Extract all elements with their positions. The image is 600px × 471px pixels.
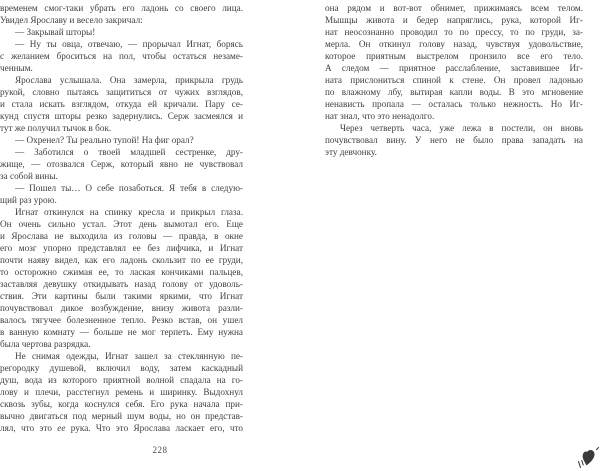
text-line: Увидел Ярославу и весело закричал: — [0, 15, 143, 25]
text-line: ствия. Эти картины были такими яркими, что Игнат — [0, 291, 243, 301]
text-line: и стала искать взглядом, откуда ей кричали. Пару се- — [0, 99, 243, 109]
text-line: валось тягучее болезненное тепло. Резко встав, он ушел — [0, 315, 243, 325]
text-line: жище, — отозвался Серж, который явно не чувствовал — [0, 159, 243, 169]
text-line: и Ярослава не выходила из головы — правда, в окне — [0, 231, 243, 241]
text-line: ненависть пропала — осталась только нежность. Но Иг- — [325, 99, 583, 109]
text-line: — Закрывай шторы! — [15, 27, 96, 37]
text-line: была чертова разрядка. — [0, 339, 91, 349]
text-line: ченным. — [0, 63, 33, 73]
text-line: Он очень сильно устал. Этот день вымотал его. Еще — [0, 219, 243, 229]
text-line: почувствовал вину. У него не было права западать на — [325, 135, 583, 145]
text-line: временем смог-таки убрать его ладонь со своего лица. — [0, 3, 243, 13]
text-line: по влажному лбу, вытирая капли воды. В это мгновение — [325, 87, 583, 97]
text-line: рукой, словно пытаясь защититься от чужих взглядов, — [0, 87, 243, 97]
text-line: регородку душевой, включил воду, затем каскадный — [0, 363, 243, 373]
text-line: Мышцы живота и бедер напряглись, рука, которой Иг- — [325, 15, 583, 25]
text-line: нат неосознанно проводил то по прессу, то по груди, за- — [325, 27, 583, 37]
text-line: заставляя девушку откидывать назад голову от удоволь- — [0, 279, 243, 289]
right-page-text-column — [325, 2, 583, 158]
text-line: душ, вода из которого приятной волной спадала на го- — [0, 375, 243, 385]
text-line: почти наяву видел, как его ладонь скользит по ее груди, — [0, 255, 243, 265]
text-line: в ванную комнату — больше не мог терпеть. Ему нужна — [0, 327, 243, 337]
text-line: почувствовал дикое возбуждение, внизу живота разли- — [0, 303, 243, 313]
text-line: Ярослава услышала. Она замерла, прикрыла грудь — [15, 75, 243, 85]
text-line: которое приятным выстрелом пронзило все его тело. — [325, 51, 583, 61]
text-line: — Пошел ты… О себе позаботься. Я тебя в следую- — [15, 183, 243, 193]
text-line: — Заботился о твоей младшей сестренке, дру- — [15, 147, 243, 157]
left-page-text-column — [0, 2, 243, 434]
text-line: — Ну ты овца, отвечаю, — прорычал Игнат, борясь — [15, 39, 243, 49]
heart-ornament-icon — [574, 446, 600, 471]
text-line: мерла. Он откинул голову назад, чувствуя удовольствие, — [325, 39, 583, 49]
page-number: 228 — [152, 445, 168, 455]
text-line: вычно двигаться под мерный шум воды, но он представ- — [0, 411, 243, 421]
text-line: за собой вины. — [0, 171, 58, 181]
text-line: нат знал, что это ненадолго. — [325, 111, 435, 121]
text-line: тут же получил тычок в бок. — [0, 123, 112, 133]
text-line: его мозг упорно представлял ее без лифчика, и Игнат — [0, 243, 243, 253]
text-line: лову и плечи, расстегнул ремень и ширинку. Выдохнул — [0, 387, 243, 397]
text-line: она рядом и вот-вот обнимет, прижимаясь всем телом. — [325, 3, 583, 13]
text-line: то осторожно сжимая ее, то лаская кончиками пальцев, — [0, 267, 243, 277]
text-line: — Охренел? Ты реально тупой! На фиг орал? — [15, 135, 194, 145]
text-line: Не снимая одежды, Игнат зашел за стеклянную пе- — [15, 351, 243, 361]
text-line: щий раз урою. — [0, 195, 57, 205]
text-line: с желанием броситься на пол, чтобы остаться незаме- — [0, 51, 243, 61]
text-line: эту девчонку. — [325, 147, 377, 157]
text-line: сквозь зубы, когда коснулся себя. Его рука начала при- — [0, 399, 243, 409]
text-line: Через четверть часа, уже лежа в постели, он вновь — [340, 123, 583, 133]
text-line: Игнат откинулся на спинку кресла и прикрыл глаза. — [15, 207, 243, 217]
text-line: ната прислониться спиной к стене. Он провел ладонью — [325, 75, 583, 85]
text-line: А следом — приятное расслабление, заставившее Иг- — [325, 63, 583, 73]
text-line: кунд спустя шторы резко задернулись. Серж засмеялся и — [0, 111, 243, 121]
text-line: лял, что это ее рука. Что это Ярослава ласкает его, что — [0, 423, 243, 433]
